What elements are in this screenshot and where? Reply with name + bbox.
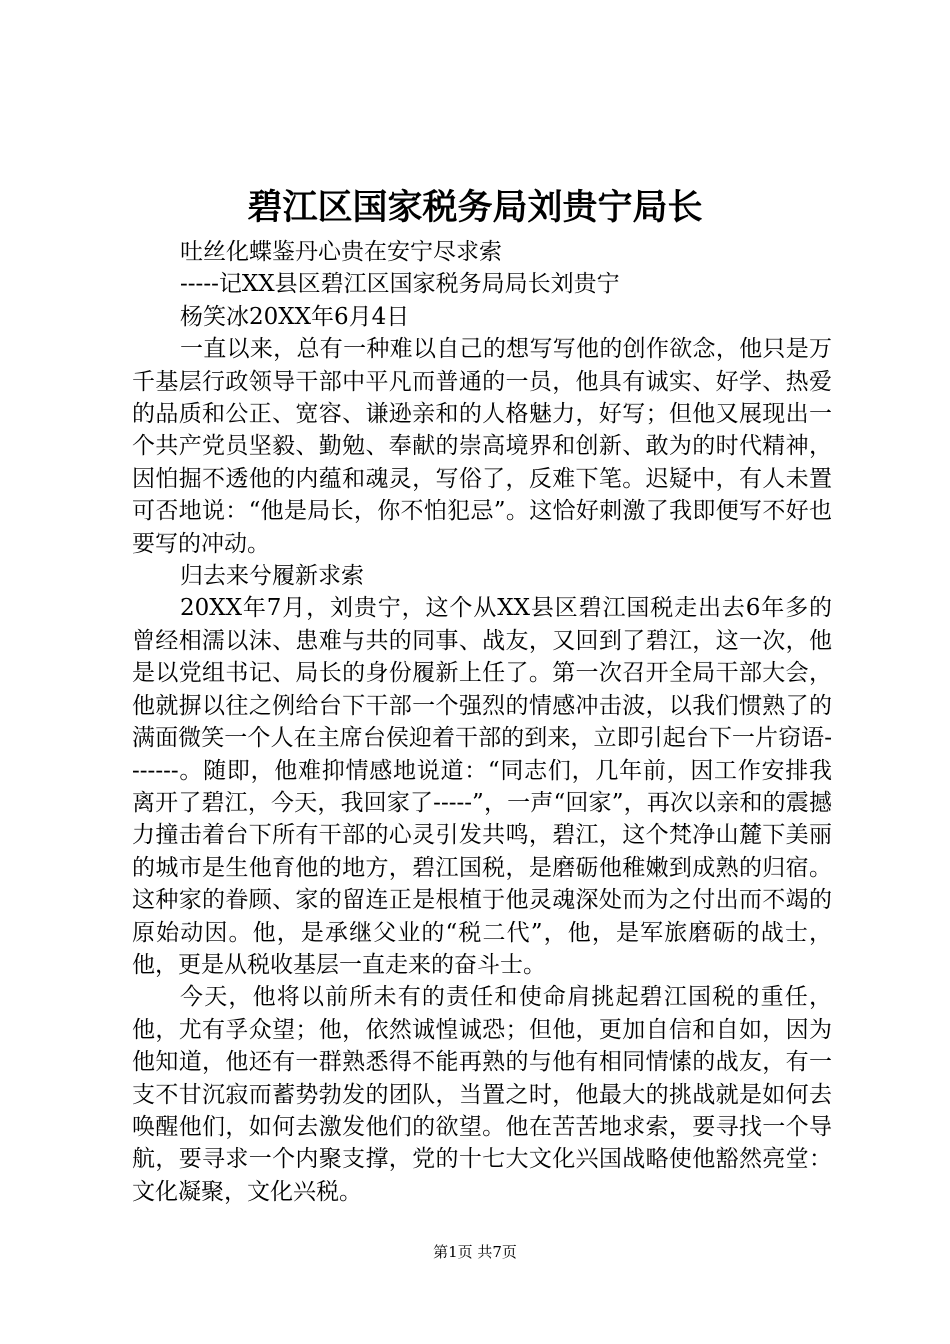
document-title: 碧江区国家税务局刘贵宁局长 bbox=[247, 187, 703, 228]
document-subtitle: 吐丝化蝶鉴丹心贵在安宁尽求索 bbox=[180, 239, 502, 265]
body-paragraph: 20XX年7月，刘贵宁，这个从XX县区碧江国税走出去6年多的曾经相濡以沫、患难与共的同事、战友，又回到了碧江，这一次，他是以党组书记、局长的身份履新上任了。第一次召开全局干部大会，他就摒以往之例给台下干部一个强烈的情感冲击波，以我们惯熟了的满面微笑一个人在主席台侯迎着干部的到来，立即引起台下一片窃语-------。随即，他难抑情感地说道：“同志们，几年前，因工作安排我离开了碧江，今天，我回家了-----”，一声“回家”，再次以亲和的震撼力撞击着台下所有干部的心灵引发共鸣，碧江，这个梵净山麓下美丽的城市是生他育他的地方，碧江国税，是磨砺他稚嫩到成熟的归宿。这种家的眷顾、家的留连正是根植于他灵魂深处而为之付出而不竭的原始动因。他，是承继父业的“税二代”，他，是军旅磨砺的战士，他，更是从税收基层一直走来的奋斗士。 bbox=[132, 595, 832, 978]
section-heading: 归去来兮履新求索 bbox=[180, 563, 364, 590]
body-paragraph: 今天，他将以前所未有的责任和使命肩挑起碧江国税的重任，他，尤有孚众望；他，依然诚惶诚恐；但他，更加自信和自如，因为他知道，他还有一群熟悉得不能再熟的与他有相同情愫的战友，有一支不甘沉寂而蓄势勃发的团队，当置之时，他最大的挑战就是如何去唤醒他们，如何去激发他们的欲望。他在苦苦地求索，要寻找一个导航，要寻求一个内聚支撑，党的十七大文化兴国战略使他豁然亮堂：文化凝聚，文化兴税。 bbox=[132, 984, 832, 1205]
author-date-line: 杨笑冰20XX年6月4日 bbox=[180, 303, 410, 330]
body-paragraph: 一直以来，总有一种难以自己的想写写他的创作欲念，他只是万千基层行政领导干部中平凡而普通的一员，他具有诚实、好学、热爱的品质和公正、宽容、谦逊亲和的人格魅力，好写；但他又展现出一个共产党员坚毅、勤勉、奉献的崇高境界和创新、敢为的时代精神，因怕掘不透他的内蕴和魂灵，写俗了，反难下笔。迟疑中，有人未置可否地说：“他是局长，你不怕犯忌”。这恰好刺激了我即便写不好也要写的冲动。 bbox=[132, 336, 832, 557]
document-byline: -----记XX县区碧江区国家税务局局长刘贵宁 bbox=[180, 271, 620, 298]
page-number-footer: 第1页 共7页 bbox=[433, 1243, 517, 1261]
document-body bbox=[132, 236, 832, 1208]
